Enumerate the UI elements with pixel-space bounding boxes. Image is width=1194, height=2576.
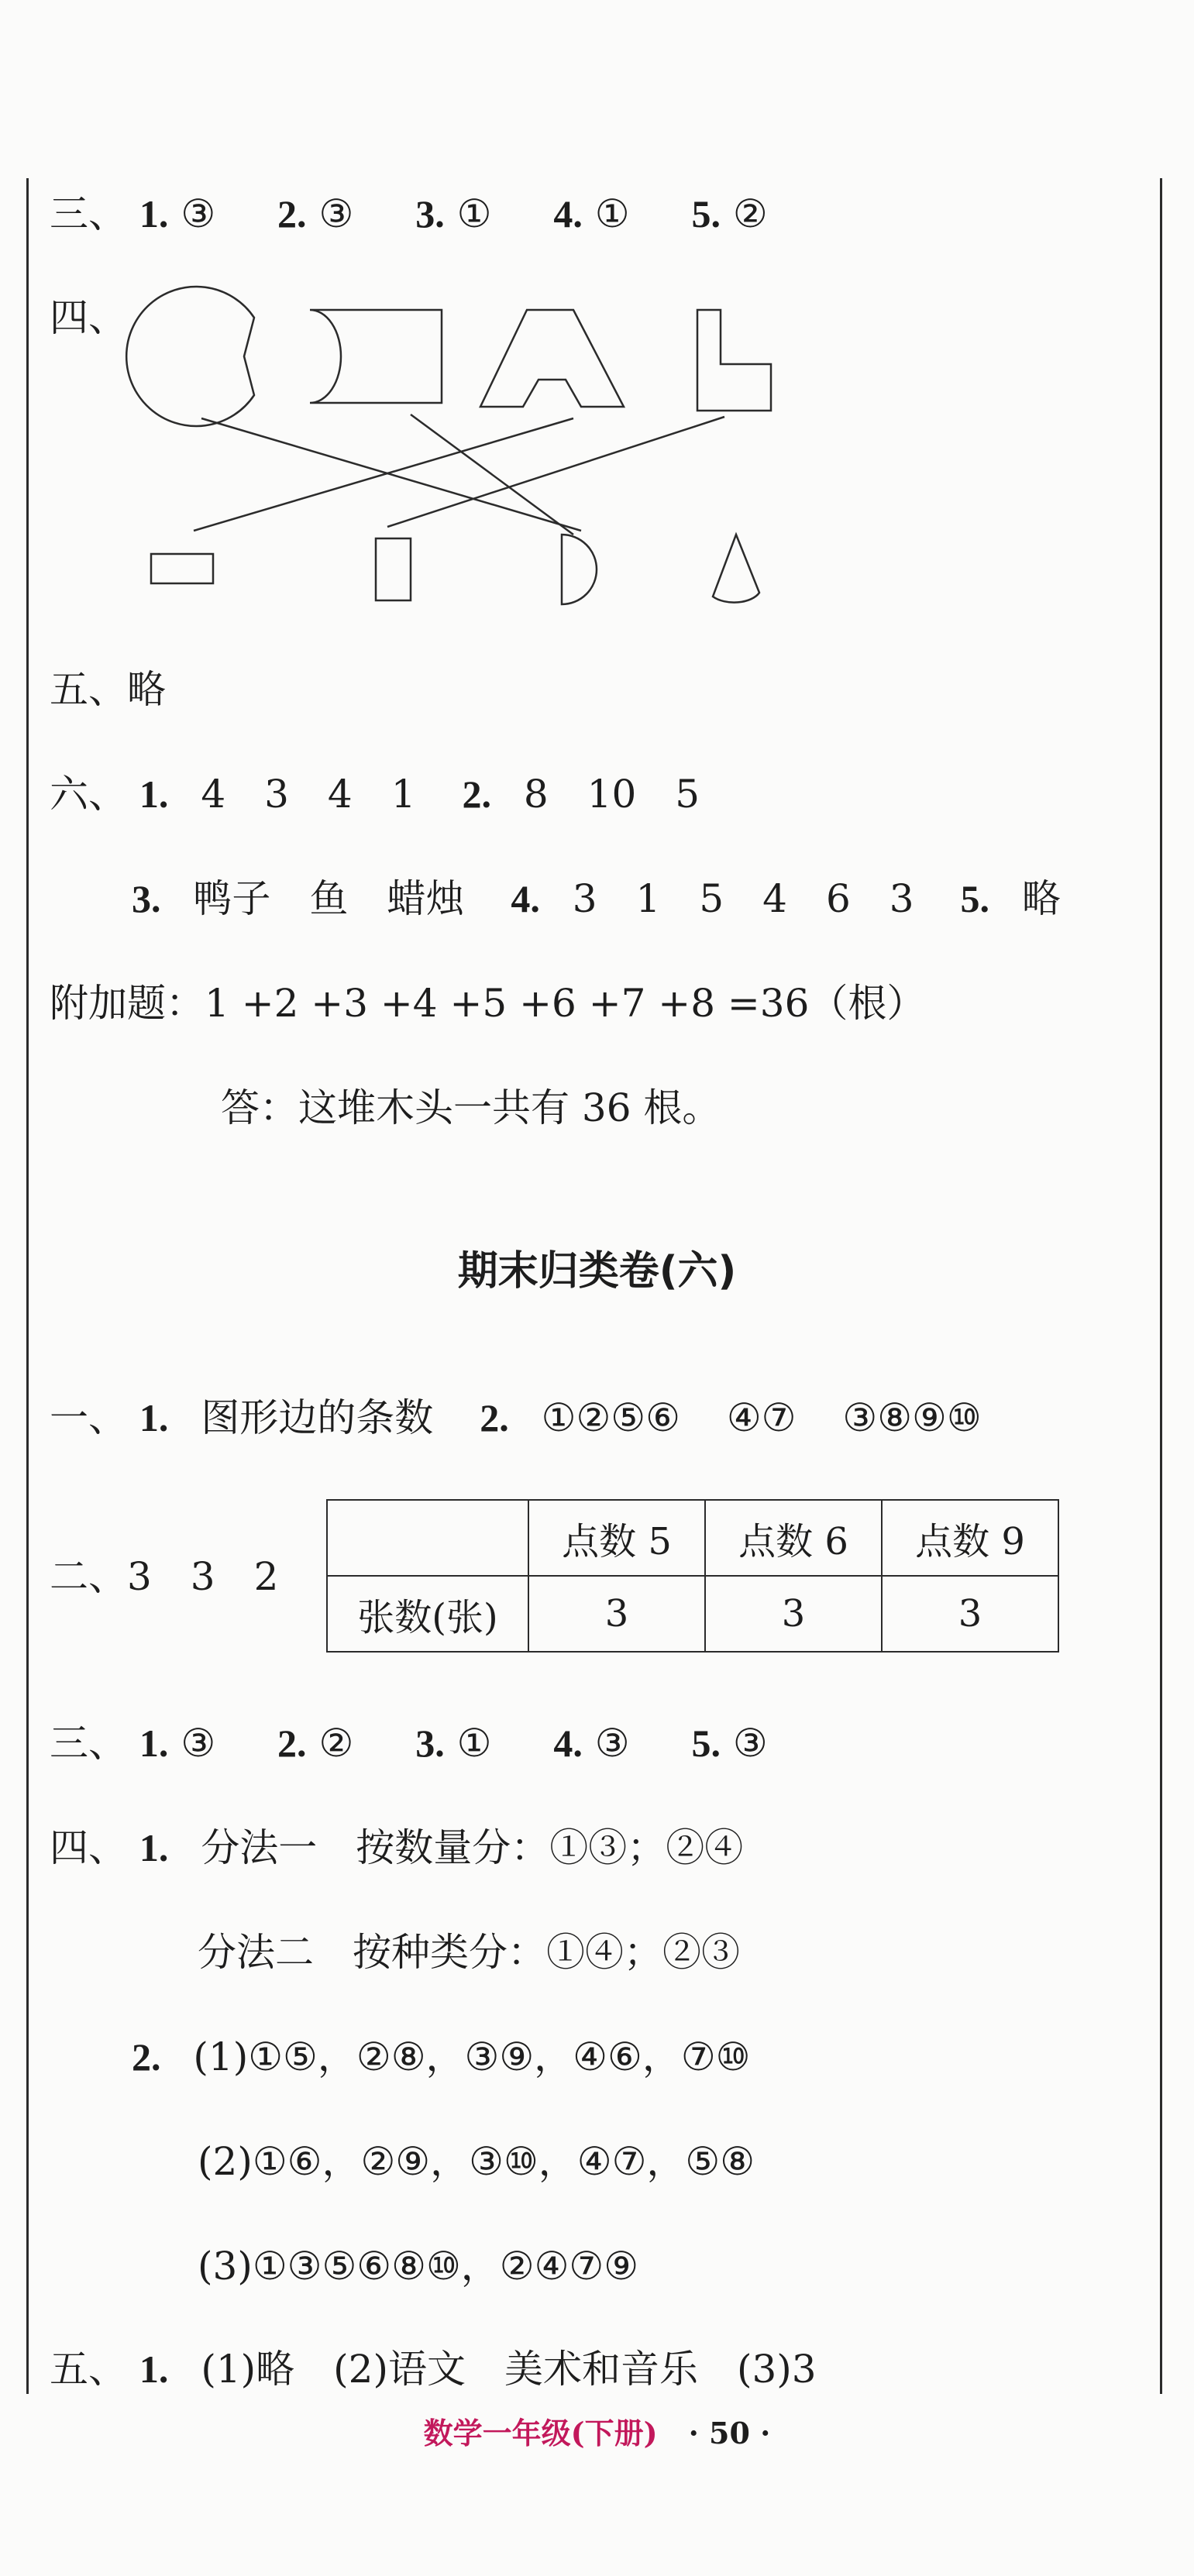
q-num: 1. [139,1721,169,1765]
answer: ①②⑤⑥ [541,1395,680,1440]
table-cell: 3 [528,1576,705,1652]
answer: 鸭子 鱼 蜡烛 [193,876,465,921]
extra-answer: 答：这堆木头一共有 36 根。 [221,1085,721,1130]
answer: ④⑦ [726,1395,797,1440]
p2-section3-line [50,1712,768,1774]
dice-count-table [326,1499,1059,1653]
table-header-cell: 点数 6 [705,1500,882,1576]
p2-section4-q2-line3: (3)①③⑤⑥⑧⑩，②④⑦⑨ [198,2244,639,2289]
q-num: 1. [139,1396,169,1439]
shape-matching-figure [124,279,790,612]
answer: (1)略 (2)语文 美术和音乐 (3)3 [201,2347,817,2392]
q-num: 4. [553,1721,583,1765]
answer: ③ [181,1721,216,1766]
answer: ② [318,1721,354,1766]
p2-section4-q2-line1 [132,2026,750,2088]
table-header-cell: 点数 9 [882,1500,1058,1576]
answer: (1)①⑤，②⑧，③⑨，④⑥，⑦⑩ [193,2034,751,2079]
p2-section4-method2: 分法二 按种类分：①④；②③ [198,1930,740,1975]
cylinder-side-shape [310,310,442,403]
table-row [327,1576,1058,1652]
q-num: 1. [139,772,169,816]
answer: ① [456,1721,492,1766]
extra-label: 附加题： [50,981,205,1026]
q-num: 3. [415,1721,445,1765]
q-num: 5. [691,192,721,236]
answer: 分法一 按数量分：①③；②④ [201,1825,744,1870]
section6-line1 [50,763,700,825]
answer: ① [456,191,492,236]
section-prefix: 五、 [50,2347,127,2392]
match-line [194,418,573,531]
table-cell: 3 [882,1576,1058,1652]
q-num: 1. [139,2347,169,2391]
section6-line2 [132,868,1061,930]
q-num: 2. [277,192,307,236]
answer: 图形边的条数 [201,1395,434,1440]
p2-section2-line [50,1546,278,1608]
answer: ① [594,191,630,236]
page-footer [0,2409,1194,2452]
table-row-label: 张数(张) [327,1576,528,1652]
rectangle-shape [151,554,213,583]
section-prefix: 四、 [50,1825,127,1870]
p2-section1-line [50,1387,982,1449]
section-title: 期末归类卷(六) [457,1248,737,1295]
section3-top-line [50,183,768,245]
match-line [387,417,724,527]
pacman-circle-shape [126,287,254,426]
table-header-cell [327,1500,528,1576]
answer: ③ [181,191,216,236]
p2-section4-line1 [50,1817,743,1879]
q-num: 4. [511,877,540,920]
fan-shape [713,535,759,603]
answer: 8 10 5 [523,772,700,817]
answer: 3 1 5 4 6 3 [572,876,914,921]
answer: ② [732,191,768,236]
section-prefix: 三、 [50,1721,127,1766]
p2-section4-q2-line2: (2)①⑥，②⑨，③⑩，④⑦，⑤⑧ [198,2139,755,2184]
table-header-cell: 点数 5 [528,1500,705,1576]
half-circle-shape [562,535,597,604]
answer: 略 [1021,876,1061,921]
answer: ③ [318,191,354,236]
q-num: 4. [553,192,583,236]
q-num: 3. [415,192,445,236]
section3-prefix: 三、 [50,191,127,236]
answer: ③ [594,1721,630,1766]
p2-section5-line [50,2338,817,2400]
extra-question-line [50,972,925,1034]
l-shape [697,310,771,411]
section-prefix: 一、 [50,1395,127,1440]
tall-rectangle-shape [376,538,411,600]
answer: ③⑧⑨⑩ [842,1395,982,1440]
section5-top-line: 五、略 [50,667,166,712]
q-num: 3. [132,877,161,920]
q-num: 5. [691,1721,721,1765]
table-cell: 3 [705,1576,882,1652]
match-line [201,418,581,531]
footer-label: 数学一年级(下册) [423,2416,658,2450]
answer: 4 3 4 1 [201,772,416,817]
extra-equation: 1 +2 +3 +4 +5 +6 +7 +8 =36（根） [205,981,926,1026]
q-num: 2. [132,2035,161,2079]
q-num: 2. [462,772,491,816]
q-num: 1. [139,1826,169,1869]
answer: 3 3 2 [127,1554,279,1599]
table-header-row [327,1500,1058,1576]
section-prefix: 二、 [50,1554,127,1599]
section4-top-prefix: 四、 [50,295,127,340]
q-num: 5. [960,877,989,920]
page-number: · 50 · [688,2416,771,2450]
q-num: 2. [277,1721,307,1765]
q-num: 2. [480,1396,509,1439]
section6-prefix: 六、 [50,772,127,817]
answer: ③ [732,1721,768,1766]
triangle-with-notch-shape [480,310,624,407]
q-num: 1. [139,192,169,236]
